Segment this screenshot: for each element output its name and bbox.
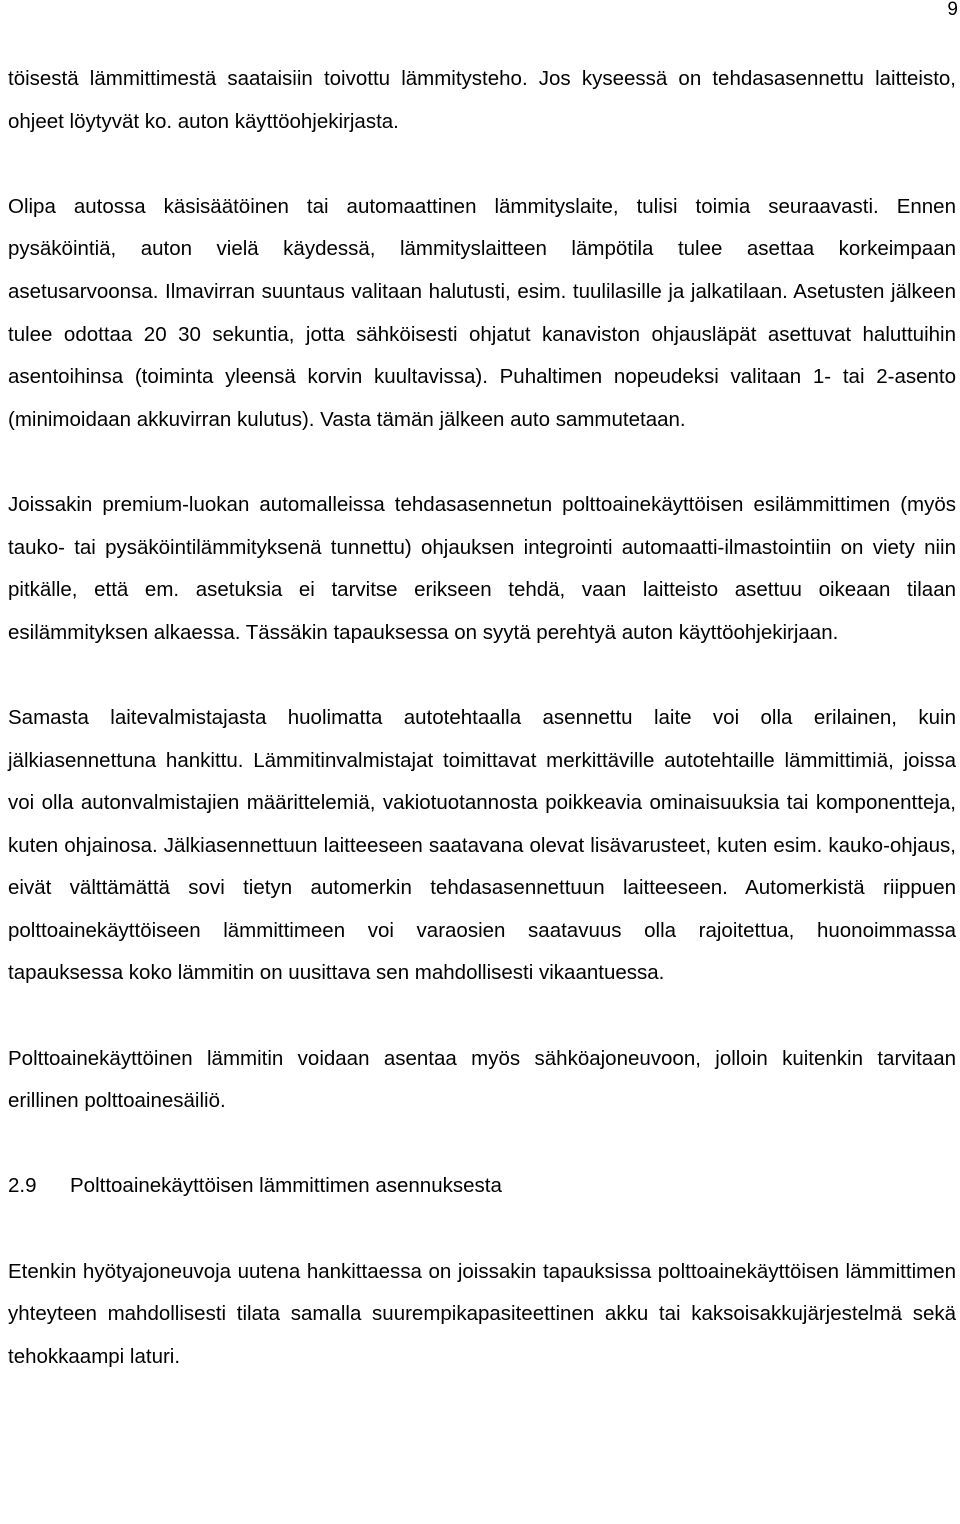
paragraph-1: töisestä lämmittimestä saataisiin toivottu lämmitysteho. Jos kyseessä on tehdasasennettu laitteisto, ohjeet löytyvät ko. auton käyttöohjekirjasta. — [8, 67, 956, 133]
paragraph-3: Joissakin premium-luokan automalleissa tehdasasennetun polttoainekäyttöisen esilämmittimen (myös tauko- tai pysäköintilämmityksenä tunnettu) ohjauksen integrointi automaatti-ilmastointiin on viety niin pitkälle, että em. asetuksia ei tarvitse erikseen tehdä, vaan laitteisto asettuu oikeaan tilaan esilämmityksen alkaessa. Tässäkin tapauksessa on syytä perehtyä auton käyttöohjekirjaan. — [8, 492, 956, 644]
section-number: 2.9 — [8, 1174, 37, 1198]
paragraph-5: Polttoainekäyttöinen lämmitin voidaan asentaa myös sähköajoneuvoon, jolloin kuitenkin tarvitaan erillinen polttoainesäiliö. — [8, 1046, 956, 1113]
paragraph-4: Samasta laitevalmistajasta huolimatta autotehtaalla asennettu laite voi olla erilainen, kuin jälkiasennettuna hankittu. Lämmitinvalmistajat toimittavat merkittäville autotehtaille lämmittimiä, joissa voi olla autonvalmistajien määrittelemiä, vakiotuotannosta poikkeavia ominaisuuksia tai komponentteja, kuten ohjainosa. Jälkiasennettuun laitteeseen saatavana olevat lisävarusteet, kuten esim. kauko-ohjaus, eivät välttämättä sovi tietyn automerkin tehdasasennettuun laitteeseen. Automerkistä riippuen polttoainekäyttöiseen lämmittimeen voi varaosien saatavuus olla rajoitettua, huonoimmassa tapauksessa koko lämmitin on uusittava sen mahdollisesti vikaantuessa. — [8, 705, 956, 985]
section-paragraph: Etenkin hyötyajoneuvoja uutena hankittaessa on joissakin tapauksissa polttoainekäyttöisen lämmittimen yhteyteen mahdollisesti tilata samalla suurempikapasiteettinen akku tai kaksoisakkujärjestelmä sekä tehokkaampi laturi. — [8, 1259, 956, 1368]
paragraph-gap — [8, 441, 956, 484]
paragraph-gap — [8, 1123, 956, 1166]
section-title: Polttoainekäyttöisen lämmittimen asennuksesta — [70, 1174, 502, 1198]
page-number: 9 — [947, 0, 958, 20]
section-heading — [8, 1165, 956, 1208]
paragraph-gap — [8, 143, 956, 186]
paragraph-gap — [8, 995, 956, 1038]
document-body — [8, 58, 956, 1378]
paragraph-gap — [8, 654, 956, 697]
paragraph-gap — [8, 1208, 956, 1251]
paragraph-2: Olipa autossa käsisäätöinen tai automaattinen lämmityslaite, tulisi toimia seuraavasti. Ennen pysäköintiä, auton vielä käydessä, lämmityslaitteen lämpötila tulee asettaa korkeimpaan asetusarvoonsa. Ilmavirran suuntaus valitaan halutusti, esim. tuulilasille ja jalkatilaan. Asetusten jälkeen tulee odottaa 20 30 sekuntia, jotta sähköisesti ohjatut kanaviston ohjausläpät asettuvat haluttuihin asentoihinsa (toiminta yleensä korvin kuultavissa). Puhaltimen nopeudeksi valitaan 1- tai 2-asento (minimoidaan akkuvirran kulutus). Vasta tämän jälkeen auto sammutetaan. — [8, 194, 956, 431]
